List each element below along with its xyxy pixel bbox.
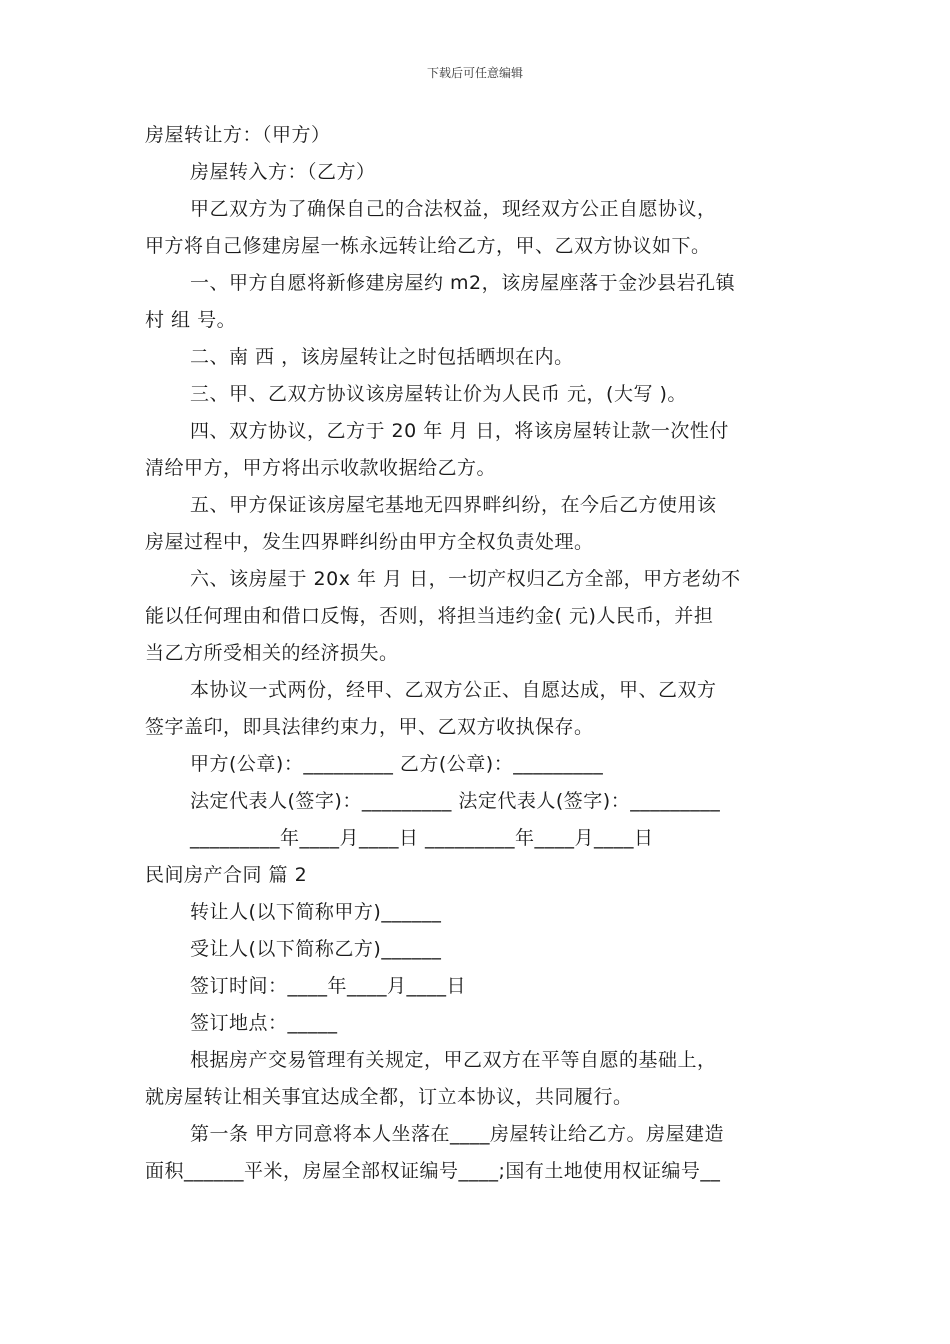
doc-line: 签订地点：_____ bbox=[190, 1012, 338, 1034]
doc-line: 第一条 甲方同意将本人坐落在____房屋转让给乙方。房屋建造 bbox=[190, 1123, 725, 1145]
doc-line: 一、甲方自愿将新修建房屋约 m2，该房屋座落于金沙县岩孔镇 bbox=[190, 272, 736, 294]
doc-line: 二、南 西 ，该房屋转让之时包括晒坝在内。 bbox=[190, 346, 574, 368]
doc-line: 签字盖印，即具法律约束力，甲、乙双方收执保存。 bbox=[145, 716, 594, 738]
doc-line: 三、甲、乙双方协议该房屋转让价为人民币 元，(大写 )。 bbox=[190, 383, 687, 405]
doc-line: 就房屋转让相关事宜达成全都，订立本协议，共同履行。 bbox=[145, 1086, 633, 1108]
signature-line: 法定代表人(签字)：_________ 法定代表人(签字)：_________ bbox=[190, 790, 721, 812]
doc-line: 甲乙双方为了确保自己的合法权益，现经双方公正自愿协议， bbox=[190, 198, 717, 220]
doc-line: 面积______平米，房屋全部权证编号____;国有土地使用权证编号__ bbox=[145, 1160, 721, 1182]
doc-line: 房屋转让方：（甲方） bbox=[145, 124, 331, 146]
doc-line: 签订时间：____年____月____日 bbox=[190, 975, 467, 997]
doc-line: 甲方将自己修建房屋一栋永远转让给乙方，甲、乙双方协议如下。 bbox=[145, 235, 711, 257]
doc-line: 房屋转入方：（乙方） bbox=[190, 161, 376, 183]
doc-line: 能以任何理由和借口反悔，否则，将担当违约金( 元)人民币，并担 bbox=[145, 605, 714, 627]
doc-line: 六、该房屋于 20x 年 月 日，一切产权归乙方全部，甲方老幼不 bbox=[190, 568, 741, 590]
doc-line: 根据房产交易管理有关规定，甲乙双方在平等自愿的基础上， bbox=[190, 1049, 717, 1071]
doc-line: 五、甲方保证该房屋宅基地无四界畔纠纷，在今后乙方使用该 bbox=[190, 494, 717, 516]
doc-line: 转让人(以下简称甲方)______ bbox=[190, 901, 442, 923]
doc-line: 本协议一式两份，经甲、乙双方公正、自愿达成，甲、乙双方 bbox=[190, 679, 717, 701]
document-body bbox=[145, 117, 810, 1190]
date-line: _________年____月____日 _________年____月____日 bbox=[190, 827, 654, 849]
doc-line: 村 组 号。 bbox=[145, 309, 237, 331]
doc-line: 房屋过程中，发生四界畔纠纷由甲方全权负责处理。 bbox=[145, 531, 594, 553]
doc-line: 清给甲方，甲方将出示收款收据给乙方。 bbox=[145, 457, 497, 479]
doc-line: 受让人(以下简称乙方)______ bbox=[190, 938, 442, 960]
section-title: 民间房产合同 篇 2 bbox=[145, 864, 308, 886]
signature-line: 甲方(公章)：_________ 乙方(公章)：_________ bbox=[190, 753, 604, 775]
doc-line: 四、双方协议，乙方于 20 年 月 日，将该房屋转让款一次性付 bbox=[190, 420, 729, 442]
page-header-note: 下载后可任意编辑 bbox=[426, 66, 523, 80]
doc-line: 当乙方所受相关的经济损失。 bbox=[145, 642, 399, 664]
